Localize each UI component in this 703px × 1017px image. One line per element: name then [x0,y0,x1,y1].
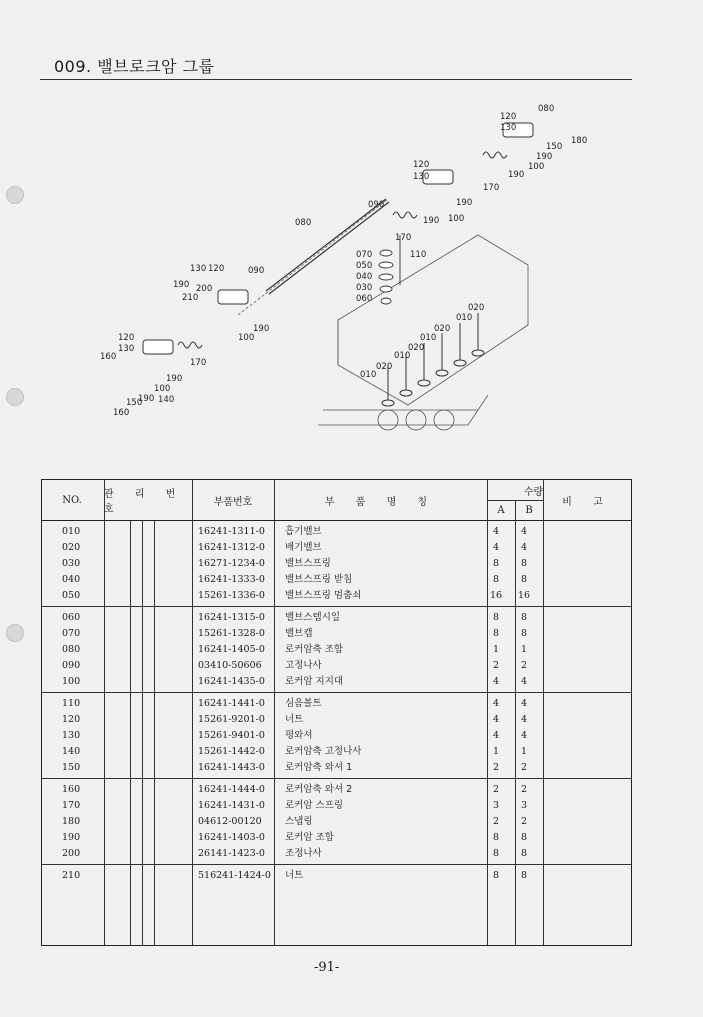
row-number: 100 [62,676,81,687]
quantity-a: 8 [492,612,500,623]
quantity-a: 8 [492,870,500,881]
svg-text:020: 020 [376,362,393,372]
part-number: 15261-1442-0 [198,746,265,757]
svg-text:190: 190 [536,152,553,162]
svg-text:170: 170 [190,358,207,368]
quantity-a: 4 [492,542,500,553]
row-number: 010 [62,526,81,537]
quantity-a: 3 [492,800,500,811]
svg-text:160: 160 [113,408,130,418]
binder-hole [6,186,24,204]
svg-text:190: 190 [173,280,190,290]
svg-text:090: 090 [248,266,265,276]
svg-text:140: 140 [158,395,175,405]
diagram-drawing [88,95,608,475]
row-number: 110 [62,698,81,709]
row-number: 170 [62,800,81,811]
svg-text:090: 090 [368,200,385,210]
part-name: 배기밸브 [285,542,322,553]
binder-hole [6,624,24,642]
quantity-a: 8 [492,848,500,859]
row-number: 130 [62,730,81,741]
quantity-a: 2 [492,762,500,773]
header-quantity-a: A [497,504,505,516]
quantity-a: 4 [492,676,500,687]
quantity-b: 8 [520,832,528,843]
svg-text:120: 120 [500,112,517,122]
row-group [42,694,631,778]
part-number: 16241-1441-0 [198,698,265,709]
quantity-a: 8 [492,558,500,569]
quantity-b: 4 [520,676,528,687]
row-number: 090 [62,660,81,671]
quantity-a: 1 [492,644,500,655]
svg-text:190: 190 [508,170,525,180]
row-number: 180 [62,816,81,827]
svg-text:040: 040 [356,272,373,282]
svg-text:180: 180 [571,136,588,146]
part-name: 밸브캡 [285,628,313,639]
quantity-a: 2 [492,816,500,827]
quantity-a: 4 [492,698,500,709]
row-number: 150 [62,762,81,773]
svg-text:010: 010 [394,351,411,361]
part-name: 로커암축 조합 [285,644,344,655]
part-name: 심음볼트 [285,698,322,709]
svg-text:070: 070 [356,250,373,260]
part-number: 16241-1405-0 [198,644,265,655]
rocker-arms [143,123,533,354]
row-number: 210 [62,870,81,881]
svg-text:030: 030 [356,283,373,293]
quantity-b: 4 [520,542,528,553]
svg-text:020: 020 [408,343,425,353]
row-number: 160 [62,784,81,795]
part-name: 밸브스프링 멈춤쇠 [285,590,362,601]
svg-text:100: 100 [528,162,545,172]
svg-text:100: 100 [154,384,171,394]
svg-text:100: 100 [448,214,465,224]
part-number: 16241-1444-0 [198,784,265,795]
part-name: 너트 [285,714,304,725]
quantity-a: 8 [492,832,500,843]
row-number: 120 [62,714,81,725]
quantity-b: 1 [520,644,528,655]
group-divider [42,606,631,607]
svg-text:020: 020 [434,324,451,334]
svg-text:190: 190 [253,324,270,334]
part-number: 04612-00120 [198,816,262,827]
title-divider [40,79,632,80]
part-number: 16241-1431-0 [198,800,265,811]
quantity-b: 2 [520,660,528,671]
header-part-name: 부 품 명 칭 [324,496,437,508]
svg-text:130: 130 [190,264,207,274]
part-name: 로커암축 와셔 2 [285,784,353,795]
svg-text:150: 150 [546,142,563,152]
part-number: 16241-1311-0 [198,526,265,537]
part-number: 26141-1423-0 [198,848,265,859]
row-group [42,608,631,692]
quantity-a: 16 [489,590,503,601]
svg-text:120: 120 [208,264,225,274]
header-part-number: 부품번호 [213,496,253,508]
part-number: 16241-1315-0 [198,612,265,623]
quantity-b: 8 [520,628,528,639]
header-quantity: 수량 [523,486,544,498]
quantity-a: 1 [492,746,500,757]
svg-text:190: 190 [166,374,183,384]
quantity-b: 4 [520,526,528,537]
svg-text:130: 130 [500,123,517,133]
part-name: 로커암 조합 [285,832,334,843]
quantity-b: 8 [520,558,528,569]
row-number: 050 [62,590,81,601]
header-management-number: 관 리 번 호 [104,489,185,515]
part-name: 너트 [285,870,304,881]
svg-text:160: 160 [100,352,117,362]
row-group [42,522,631,606]
quantity-b: 8 [520,574,528,585]
part-name: 밸브스프링 [285,558,331,569]
row-number: 040 [62,574,81,585]
quantity-b: 8 [520,848,528,859]
page-title: 009. 밸브로크암 그룹 [54,57,215,76]
row-number: 140 [62,746,81,757]
part-number: 15261-9401-0 [198,730,265,741]
quantity-a: 4 [492,714,500,725]
svg-text:010: 010 [456,313,473,323]
part-name: 로커암축 와셔 1 [285,762,353,773]
svg-text:110: 110 [410,250,427,260]
part-name: 고정나사 [285,660,322,671]
svg-text:060: 060 [356,294,373,304]
group-divider [42,778,631,779]
part-name: 로커암 지지대 [285,676,344,687]
quantity-b: 4 [520,714,528,725]
svg-text:190: 190 [138,394,155,404]
group-divider [42,692,631,693]
svg-text:020: 020 [468,303,485,313]
binder-hole [6,388,24,406]
svg-text:120: 120 [118,333,135,343]
svg-text:130: 130 [413,172,430,182]
row-number: 190 [62,832,81,843]
row-number: 030 [62,558,81,569]
header-quantity-b: B [525,504,533,516]
part-number: 16241-1435-0 [198,676,265,687]
quantity-b: 2 [520,816,528,827]
svg-text:190: 190 [423,216,440,226]
quantity-b: 16 [517,590,531,601]
group-divider [42,864,631,865]
part-name: 로커암축 고정나사 [285,746,362,757]
quantity-a: 8 [492,628,500,639]
row-number: 200 [62,848,81,859]
svg-text:050: 050 [356,261,373,271]
exploded-parts-diagram [88,95,608,475]
svg-text:080: 080 [295,218,312,228]
part-name: 평와셔 [285,730,313,741]
quantity-b: 1 [520,746,528,757]
part-name: 밸브스프링 받침 [285,574,353,585]
parts-table [41,479,632,946]
part-number: 16241-1312-0 [198,542,265,553]
svg-text:190: 190 [456,198,473,208]
part-number: 15261-9201-0 [198,714,265,725]
quantity-b: 3 [520,800,528,811]
part-number: 16241-1333-0 [198,574,265,585]
svg-text:150: 150 [126,398,143,408]
row-group [42,866,631,944]
svg-text:170: 170 [395,233,412,243]
part-number: 516241-1424-0 [198,870,271,881]
part-name: 스냅링 [285,816,313,827]
quantity-b: 8 [520,870,528,881]
page-number: -91- [314,960,340,975]
part-name: 조정나사 [285,848,322,859]
part-number: 15261-1336-0 [198,590,265,601]
row-number: 020 [62,542,81,553]
row-number: 080 [62,644,81,655]
quantity-b: 4 [520,730,528,741]
svg-text:120: 120 [413,160,430,170]
quantity-b: 8 [520,612,528,623]
header-no: NO. [62,494,82,506]
quantity-a: 4 [492,526,500,537]
row-group [42,780,631,864]
svg-text:010: 010 [420,333,437,343]
part-number: 15261-1328-0 [198,628,265,639]
part-number: 16271-1234-0 [198,558,265,569]
header-remarks: 비 고 [562,496,612,508]
part-name: 흡기밸브 [285,526,322,537]
part-name: 밸브스템시일 [285,612,341,623]
svg-text:170: 170 [483,183,500,193]
row-number: 070 [62,628,81,639]
svg-text:210: 210 [182,293,199,303]
part-number: 03410-50606 [198,660,262,671]
part-number: 16241-1403-0 [198,832,265,843]
quantity-a: 8 [492,574,500,585]
quantity-b: 4 [520,698,528,709]
svg-text:080: 080 [538,104,555,114]
part-number: 16241-1443-0 [198,762,265,773]
quantity-b: 2 [520,784,528,795]
quantity-a: 2 [492,660,500,671]
svg-text:010: 010 [360,370,377,380]
quantity-a: 4 [492,730,500,741]
callout-labels [100,104,587,418]
part-name: 로커암 스프링 [285,800,344,811]
svg-text:130: 130 [118,344,135,354]
quantity-b: 2 [520,762,528,773]
svg-text:200: 200 [196,284,213,294]
row-number: 060 [62,612,81,623]
quantity-a: 2 [492,784,500,795]
svg-text:100: 100 [238,333,255,343]
